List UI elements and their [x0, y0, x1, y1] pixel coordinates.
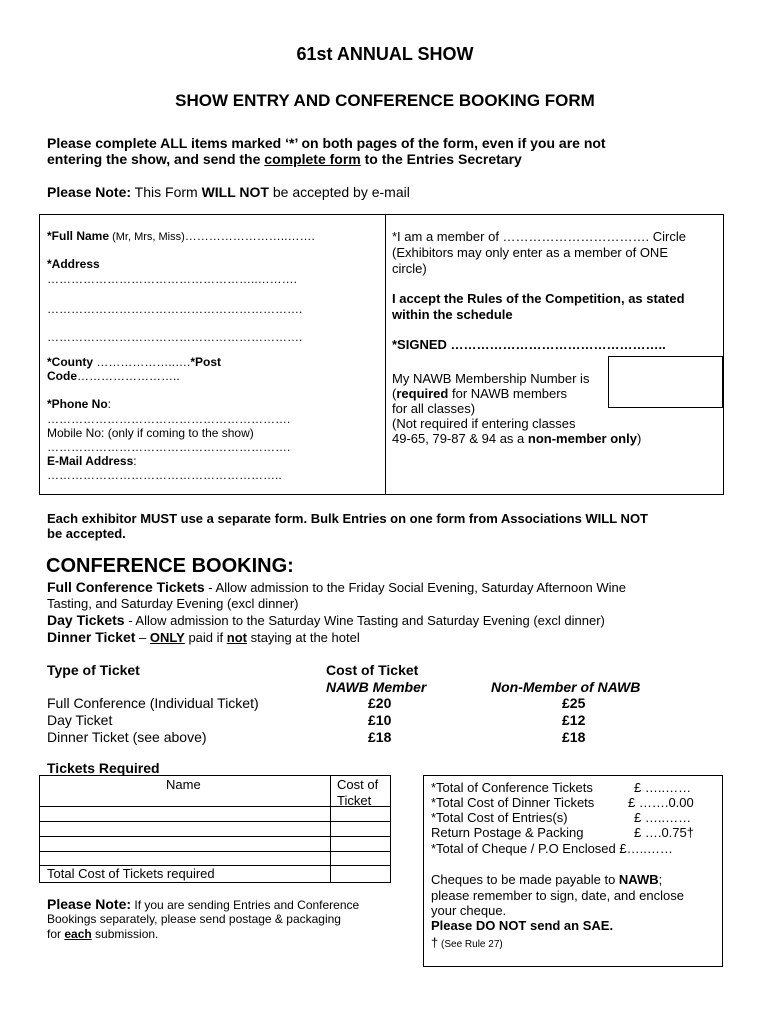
- address-line-1[interactable]: ……………………………………………..……….: [47, 272, 298, 286]
- email-note: Please Note: This Form WILL NOT be accepted by e-mail: [47, 184, 410, 200]
- form-title: 61st ANNUAL SHOW: [296, 44, 474, 64]
- exhibitor-note-1: Each exhibitor MUST use a separate form. Bulk Entries on one form from Associations WILL NOT: [47, 511, 648, 526]
- circle-note-2: circle): [392, 261, 427, 276]
- postage-value: £ ….0.75†: [634, 825, 694, 840]
- nawb-note-1: (required for NAWB members: [392, 386, 568, 401]
- ticket-name-cell[interactable]: [41, 838, 329, 850]
- nawb-note-4: 49-65, 79-87 & 94 as a non-member only): [392, 431, 642, 446]
- full-conference-desc: Full Conference Tickets - Allow admission to the Friday Social Evening, Saturday Afternoon Wine: [47, 579, 626, 595]
- price-row-nonmember: £18: [562, 729, 586, 745]
- email-line[interactable]: …………………………………………………..: [47, 468, 282, 482]
- email-label: E-Mail Address:: [47, 454, 137, 468]
- remember-note-1: please remember to sign, date, and enclose: [431, 888, 684, 903]
- tickets-cost-header-2: Ticket: [337, 793, 372, 808]
- see-rule-note: † (See Rule 27): [431, 935, 503, 950]
- non-member-header: Non-Member of NAWB: [491, 679, 641, 695]
- phone-line[interactable]: …………………………………………………….: [47, 412, 291, 426]
- price-row-type: Full Conference (Individual Ticket): [47, 695, 259, 711]
- full-name-field[interactable]: *Full Name (Mr, Mrs, Miss)……………………..…….: [47, 229, 315, 243]
- rules-accept-2: within the schedule: [392, 307, 513, 322]
- payable-note: Cheques to be made payable to NAWB;: [431, 872, 663, 887]
- tickets-row-line: [39, 821, 390, 822]
- box-divider: [385, 214, 386, 494]
- price-row-type: Day Ticket: [47, 712, 113, 728]
- conference-heading: CONFERENCE BOOKING:: [46, 555, 294, 577]
- price-row-nonmember: £25: [562, 695, 586, 711]
- total-entries-label: *Total Cost of Entries(s): [431, 810, 568, 825]
- address-line-2[interactable]: ……………………………………………………….: [47, 302, 303, 316]
- price-row-type: Dinner Ticket (see above): [47, 729, 207, 745]
- full-conference-desc-2: Tasting, and Saturday Evening (excl dinner): [47, 596, 299, 611]
- price-row-nonmember: £12: [562, 712, 586, 728]
- ticket-name-cell[interactable]: [41, 808, 329, 820]
- signature-field[interactable]: *SIGNED …………………………………………..: [392, 337, 666, 352]
- tickets-name-header: Name: [166, 777, 201, 792]
- nawb-number-input[interactable]: [608, 356, 723, 408]
- price-row-member: £10: [368, 712, 392, 728]
- address-line-3[interactable]: ……………………………………………………….: [47, 330, 303, 344]
- intro-line-2: entering the show, and send the complete form to the Entries Secretary: [47, 151, 522, 167]
- county-field[interactable]: *County ………………..….*Post: [47, 355, 222, 369]
- nawb-note-3: (Not required if entering classes: [392, 416, 576, 431]
- price-row-member: £20: [368, 695, 392, 711]
- nawb-number-label: My NAWB Membership Number is: [392, 371, 590, 386]
- tickets-cost-header-1: Cost of: [337, 777, 379, 792]
- postage-note-2: Bookings separately, please send postage & packaging: [47, 912, 341, 926]
- complete-form-text: complete form: [264, 151, 361, 167]
- no-sae-note: Please DO NOT send an SAE.: [431, 918, 614, 933]
- total-cheque-field[interactable]: *Total of Cheque / P.O Enclosed £…..……: [431, 841, 673, 856]
- type-of-ticket-header: Type of Ticket: [47, 662, 140, 678]
- dinner-ticket-desc: Dinner Ticket – ONLY paid if not staying at the hotel: [47, 629, 360, 645]
- postcode-field[interactable]: Code……………………..: [47, 369, 180, 383]
- postage-note-3: for each submission.: [47, 927, 159, 941]
- member-header: NAWB Member: [326, 679, 427, 695]
- remember-note-2: your cheque.: [431, 903, 507, 918]
- mobile-line[interactable]: …………………………………………………….: [47, 440, 291, 454]
- total-entries-value[interactable]: £ …..……: [634, 810, 692, 825]
- intro-line-1: Please complete ALL items marked ‘*’ on both pages of the form, even if you are not: [47, 135, 606, 151]
- ticket-name-cell[interactable]: [41, 823, 329, 835]
- nawb-note-2: for all classes): [392, 401, 476, 416]
- postage-note-1: Please Note: If you are sending Entries and Conference: [47, 896, 360, 912]
- tickets-row-line: [39, 836, 390, 837]
- total-conference-value[interactable]: £ …..……: [634, 780, 692, 795]
- total-dinner-value[interactable]: £ …….0.00: [628, 795, 694, 810]
- address-label: *Address: [47, 257, 100, 271]
- tickets-required-heading: Tickets Required: [47, 760, 160, 776]
- phone-label: *Phone No:: [47, 397, 112, 411]
- cost-of-ticket-header: Cost of Ticket: [326, 662, 419, 678]
- total-conference-label: *Total of Conference Tickets: [431, 780, 593, 795]
- rules-accept-1: I accept the Rules of the Competition, as stated: [392, 291, 685, 306]
- circle-member-field[interactable]: *I am a member of ……………………………. Circle: [392, 229, 686, 244]
- price-row-member: £18: [368, 729, 392, 745]
- circle-note-1: (Exhibitors may only enter as a member of ONE: [392, 245, 668, 260]
- postage-label: Return Postage & Packing: [431, 825, 584, 840]
- form-subtitle: SHOW ENTRY AND CONFERENCE BOOKING FORM: [175, 91, 595, 110]
- ticket-name-cell[interactable]: [41, 852, 329, 864]
- exhibitor-note-2: be accepted.: [47, 526, 126, 541]
- total-dinner-label: *Total Cost of Dinner Tickets: [431, 795, 595, 810]
- day-ticket-desc: Day Tickets - Allow admission to the Saturday Wine Tasting and Saturday Evening (excl dinner): [47, 612, 605, 628]
- tickets-total-label: Total Cost of Tickets required: [47, 866, 215, 881]
- mobile-label: Mobile No: (only if coming to the show): [47, 426, 254, 440]
